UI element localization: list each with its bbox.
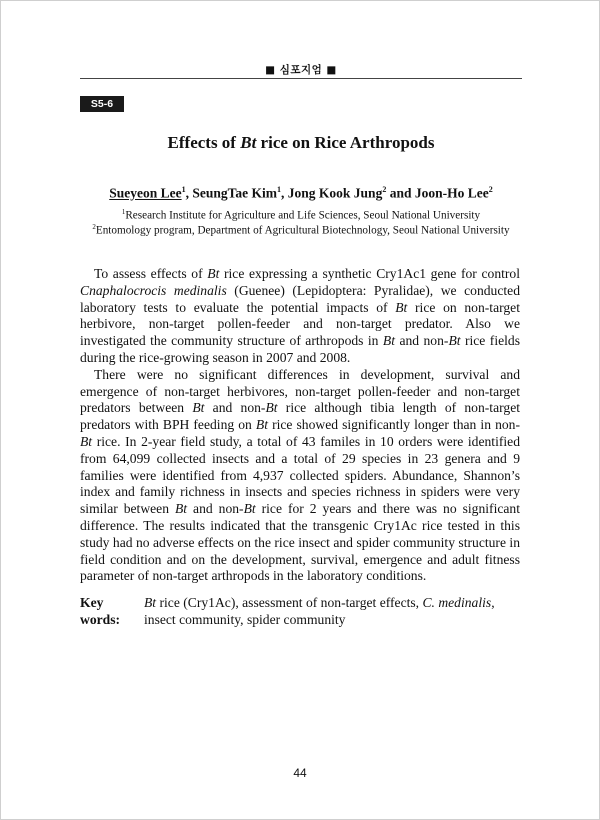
affiliation-1 bbox=[60, 208, 542, 222]
affiliation-text: Entomology program, Department of Agricultural Biotechnology, Seoul National University bbox=[95, 224, 510, 237]
text-run: rice. In 2-year field study, a total of 43 familes in 10 orders were identified from 64,099 collected insects and a total of 29 species in 23 genera and 9 families were identified from 4,937 collected spiders. Abundance, Shannon’s index and family richness in insects and species richness in spiders were very similar between bbox=[80, 433, 520, 517]
italic-term: Cnaphalocrocis medinalis bbox=[80, 282, 227, 298]
author-sep: and bbox=[386, 185, 415, 201]
author-sep: , bbox=[281, 185, 288, 201]
abstract-paragraph bbox=[80, 266, 520, 367]
text-run: (Guenee) (Lepidoptera: Pyralidae), we conducted laboratory tests to evaluate the potential impacts of bbox=[80, 282, 520, 315]
text-run: and non- bbox=[187, 501, 244, 517]
italic-term: Bt bbox=[243, 501, 256, 517]
text-run: rice fields during the rice-growing season in 2007 and 2008. bbox=[80, 333, 520, 365]
running-head: ■ 심포지엄 ■ bbox=[265, 64, 337, 76]
text-run: rice expressing a synthetic Cry1Ac1 gene for control bbox=[219, 266, 520, 281]
abstract-body bbox=[80, 266, 520, 585]
italic-term: Bt bbox=[144, 595, 157, 610]
author-name: Jong Kook Jung bbox=[287, 185, 383, 201]
text-run: and non- bbox=[395, 333, 449, 349]
text-run: rice (Cry1Ac), assessment of non-target effects, bbox=[156, 595, 423, 610]
text-run: , insect community, spider community bbox=[144, 595, 495, 627]
affiliation-2 bbox=[60, 223, 542, 237]
keywords-block bbox=[80, 594, 522, 628]
abstract-paragraph bbox=[80, 367, 520, 585]
italic-term: Bt bbox=[448, 333, 461, 349]
italic-term: C. medinalis bbox=[422, 595, 492, 610]
keywords-text bbox=[144, 594, 522, 628]
session-badge: S5-6 bbox=[80, 96, 124, 112]
text-run: rice although tibia length of non-target predators with BPH feeding on bbox=[80, 400, 520, 433]
italic-term: Bt bbox=[174, 501, 188, 517]
text-run: To assess effects of bbox=[94, 266, 208, 281]
text-run: rice showed significantly longer than in non- bbox=[268, 417, 520, 433]
affiliation-sup: 2 bbox=[92, 223, 96, 231]
title-post: rice on Rice Arthropods bbox=[256, 133, 435, 152]
text-run: rice on non-target herbivore, non-target pollen-feeder and non-target predator. Also we investigated the community structure of arthropods in bbox=[80, 299, 520, 349]
text-run: and non- bbox=[204, 400, 266, 416]
author-sup: 1 bbox=[277, 185, 282, 194]
title-em: Bt bbox=[240, 133, 257, 152]
author-sep: , bbox=[185, 185, 193, 201]
keywords-label: Key words: bbox=[80, 595, 121, 627]
italic-term: Bt bbox=[395, 299, 408, 315]
paper-title bbox=[80, 133, 522, 153]
italic-term: Bt bbox=[382, 333, 395, 349]
author-name: Sueyeon Lee bbox=[109, 185, 182, 201]
header-rule bbox=[80, 78, 522, 79]
italic-term: Bt bbox=[80, 433, 93, 449]
author-sup: 1 bbox=[181, 185, 186, 194]
page-number: 44 bbox=[293, 766, 307, 780]
italic-term: Bt bbox=[255, 417, 268, 433]
author-sup: 2 bbox=[382, 185, 387, 194]
italic-term: Bt bbox=[192, 400, 205, 416]
affiliation-sup: 1 bbox=[121, 208, 126, 216]
text-run: rice for 2 years and there was no significant difference. The results indicated that the transgenic Cry1Ac rice tested in this study had no adverse effects on the rice insect and spider community structure in field condition and on the development, survival, emergence and adult fitness parameter of non-target arthropods in the laboratory conditions. bbox=[80, 501, 520, 584]
author-name: Joon-Ho Lee bbox=[414, 185, 489, 201]
italic-term: Bt bbox=[265, 400, 278, 416]
title-pre: Effects of bbox=[167, 133, 241, 152]
italic-term: Bt bbox=[207, 266, 220, 281]
author-sup: 2 bbox=[488, 185, 493, 194]
author-list bbox=[60, 185, 542, 202]
text-run: There were no significant differences in development, survival and emergence of non-target herbivores, non-target pollen-feeder and non-target predators between bbox=[80, 366, 520, 416]
author-name: SeungTae Kim bbox=[192, 185, 278, 201]
affiliation-text: Research Institute for Agriculture and Life Sciences, Seoul National University bbox=[125, 209, 481, 222]
